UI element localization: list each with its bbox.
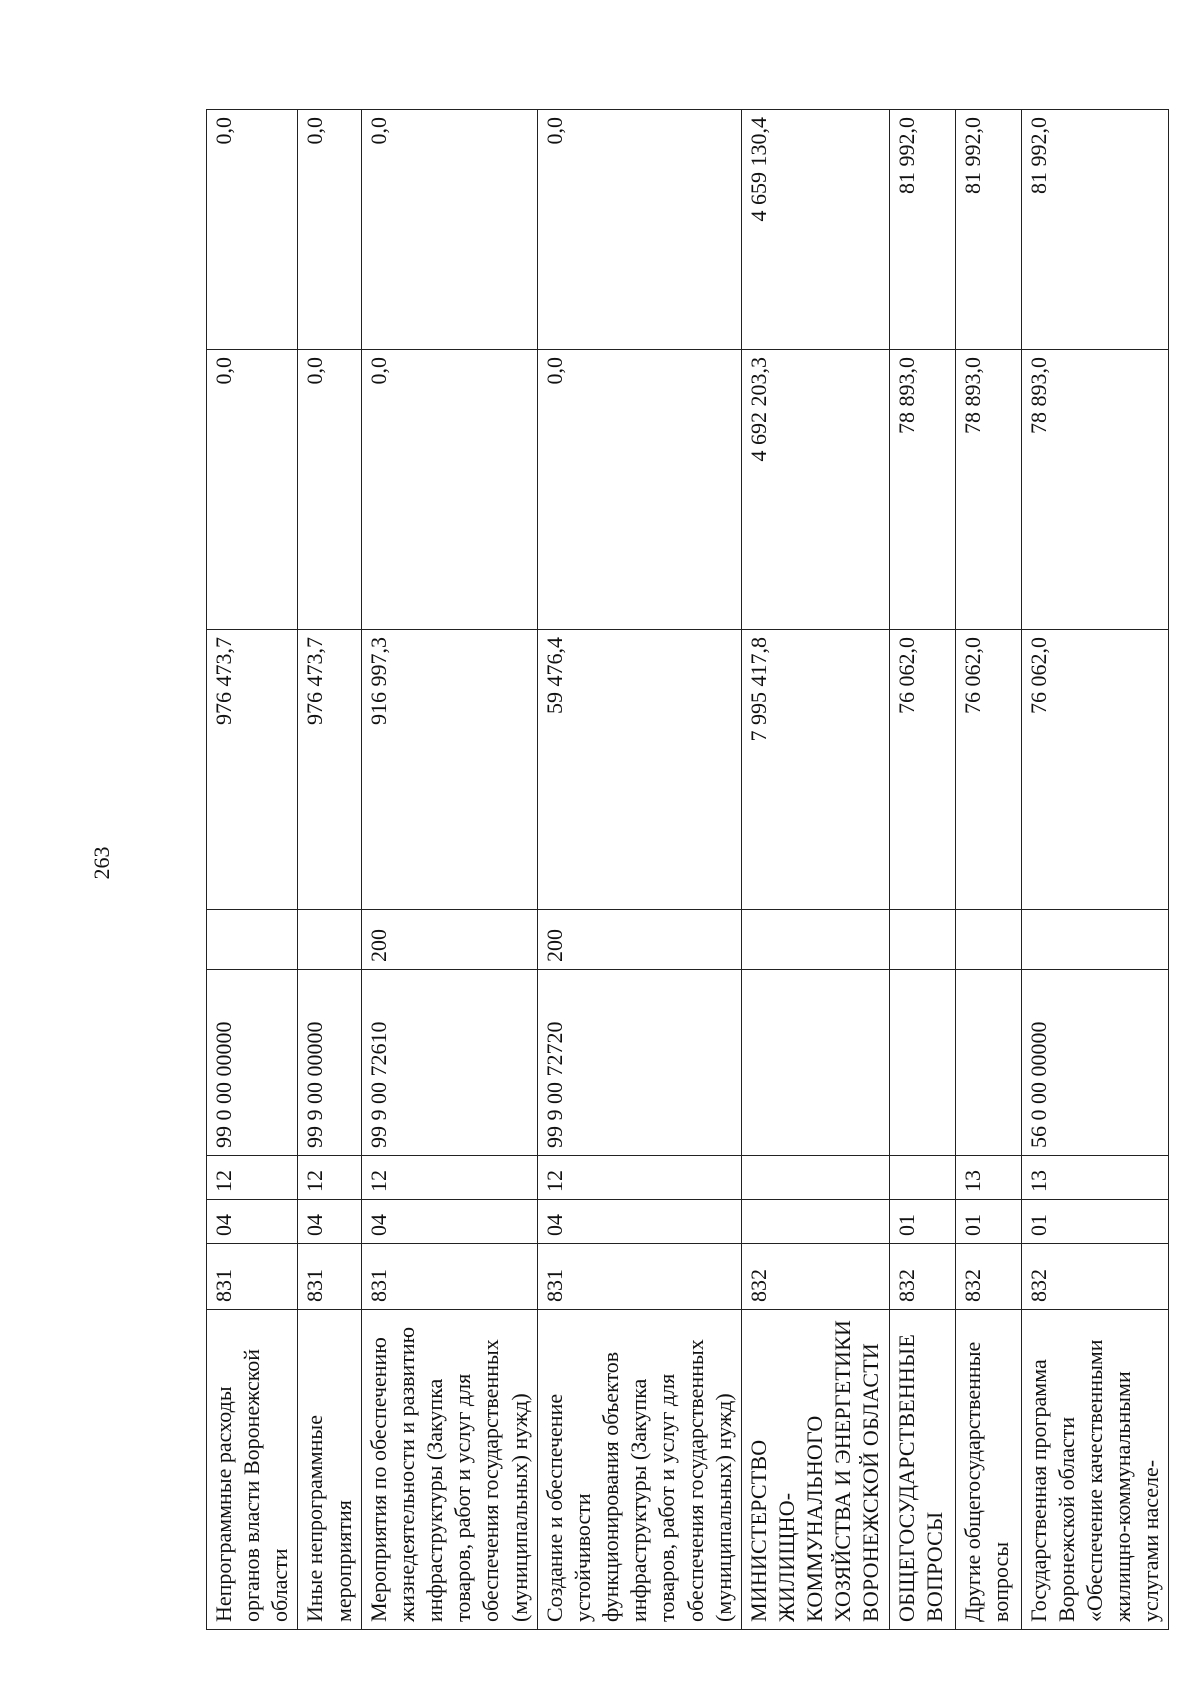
expense-type <box>1021 910 1169 970</box>
section-code: 04 <box>298 1200 361 1244</box>
amount-2: 78 893,0 <box>889 350 955 630</box>
expense-type <box>741 910 889 970</box>
page-number: 263 <box>89 846 114 880</box>
table-row <box>361 110 537 1630</box>
table-row <box>955 110 1021 1630</box>
ministry-code: 832 <box>741 1244 889 1310</box>
table-row <box>1021 110 1169 1630</box>
amount-1: 76 062,0 <box>889 630 955 910</box>
target-article: 99 0 00 00000 <box>207 970 298 1156</box>
amount-3: 0,0 <box>207 110 298 350</box>
amount-2: 0,0 <box>361 350 537 630</box>
section-code: 01 <box>889 1200 955 1244</box>
table-row <box>741 110 889 1630</box>
section-code: 01 <box>1021 1200 1169 1244</box>
expense-type <box>889 910 955 970</box>
amount-3: 0,0 <box>298 110 361 350</box>
table-row <box>889 110 955 1630</box>
amount-3: 81 992,0 <box>889 110 955 350</box>
expense-type <box>298 910 361 970</box>
amount-3: 0,0 <box>537 110 741 350</box>
section-code: 04 <box>207 1200 298 1244</box>
subsection-code: 12 <box>537 1156 741 1200</box>
row-name: Государственная программа Воронежской области «Обеспечение качественными жилищно-коммунальными услугами населе- <box>1021 1310 1169 1630</box>
section-code: 04 <box>537 1200 741 1244</box>
target-article: 99 9 00 72610 <box>361 970 537 1156</box>
subsection-code <box>889 1156 955 1200</box>
table-row <box>298 110 361 1630</box>
rotated-table-wrapper <box>206 110 1164 1630</box>
row-name: МИНИСТЕРСТВО ЖИЛИЩНО-КОММУНАЛЬНОГО ХОЗЯЙСТВА И ЭНЕРГЕТИКИ ВОРОНЕЖСКОЙ ОБЛАСТИ <box>741 1310 889 1630</box>
amount-1: 59 476,4 <box>537 630 741 910</box>
row-name: Иные непрограммные мероприятия <box>298 1310 361 1630</box>
amount-3: 4 659 130,4 <box>741 110 889 350</box>
section-code: 04 <box>361 1200 537 1244</box>
subsection-code: 12 <box>361 1156 537 1200</box>
table-row <box>207 110 298 1630</box>
amount-2: 0,0 <box>537 350 741 630</box>
subsection-code: 12 <box>298 1156 361 1200</box>
target-article: 56 0 00 00000 <box>1021 970 1169 1156</box>
ministry-code: 832 <box>955 1244 1021 1310</box>
section-code <box>741 1200 889 1244</box>
amount-3: 81 992,0 <box>1021 110 1169 350</box>
subsection-code <box>741 1156 889 1200</box>
amount-1: 976 473,7 <box>298 630 361 910</box>
ministry-code: 831 <box>537 1244 741 1310</box>
row-name: Другие общегосударственные вопросы <box>955 1310 1021 1630</box>
amount-3: 0,0 <box>361 110 537 350</box>
row-name: Непрограммные расходы органов власти Воронежской области <box>207 1310 298 1630</box>
amount-2: 78 893,0 <box>1021 350 1169 630</box>
expense-type <box>207 910 298 970</box>
amount-2: 78 893,0 <box>955 350 1021 630</box>
amount-1: 7 995 417,8 <box>741 630 889 910</box>
target-article: 99 9 00 00000 <box>298 970 361 1156</box>
subsection-code: 12 <box>207 1156 298 1200</box>
amount-1: 916 997,3 <box>361 630 537 910</box>
subsection-code: 13 <box>955 1156 1021 1200</box>
ministry-code: 832 <box>889 1244 955 1310</box>
target-article <box>889 970 955 1156</box>
ministry-code: 831 <box>207 1244 298 1310</box>
ministry-code: 831 <box>361 1244 537 1310</box>
amount-1: 76 062,0 <box>1021 630 1169 910</box>
section-code: 01 <box>955 1200 1021 1244</box>
row-name: Создание и обеспечение устойчивости функционирования объектов инфраструктуры (Закупка товаров, работ и услуг для обеспечения государственных (муниципальных) нужд) <box>537 1310 741 1630</box>
amount-1: 76 062,0 <box>955 630 1021 910</box>
amount-2: 4 692 203,3 <box>741 350 889 630</box>
target-article: 99 9 00 72720 <box>537 970 741 1156</box>
table-row <box>537 110 741 1630</box>
subsection-code: 13 <box>1021 1156 1169 1200</box>
target-article <box>741 970 889 1156</box>
expense-type <box>955 910 1021 970</box>
budget-table <box>206 109 1169 1630</box>
row-name: Мероприятия по обеспечению жизнедеятельности и развитию инфраструктуры (Закупка товаров, работ и услуг для обеспечения государственных (муниципальных) нужд) <box>361 1310 537 1630</box>
expense-type: 200 <box>537 910 741 970</box>
expense-type: 200 <box>361 910 537 970</box>
row-name: ОБЩЕГОСУДАРСТВЕННЫЕ ВОПРОСЫ <box>889 1310 955 1630</box>
amount-2: 0,0 <box>207 350 298 630</box>
ministry-code: 831 <box>298 1244 361 1310</box>
target-article <box>955 970 1021 1156</box>
amount-2: 0,0 <box>298 350 361 630</box>
amount-3: 81 992,0 <box>955 110 1021 350</box>
amount-1: 976 473,7 <box>207 630 298 910</box>
ministry-code: 832 <box>1021 1244 1169 1310</box>
